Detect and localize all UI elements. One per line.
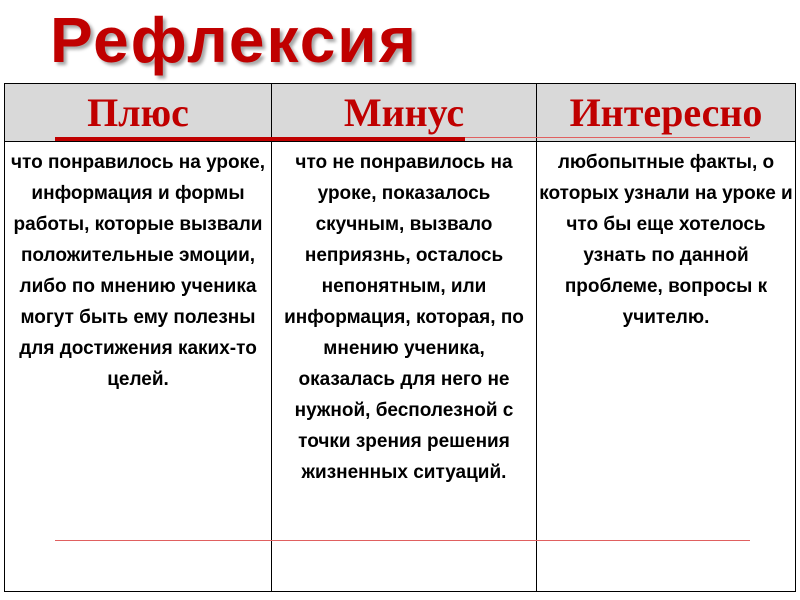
slide-title: Рефлексия — [50, 4, 418, 76]
decorative-thin-line — [465, 137, 750, 138]
header-minus: Минус — [343, 90, 465, 135]
header-plus: Плюс — [87, 90, 189, 135]
cell-plus-text: что понравилось на уроке, информация и формы работы, которые вызвали положительные эмоции, либо по мнению ученика могут быть ему полезны для достижения каких-то целей. — [11, 152, 265, 390]
cell-minus-text: что не понравилось на уроке, показалось скучным, вызвало неприязнь, осталось непонятным, или информация, которая, по мнению ученика, оказалась для него не нужной, бесполезной с точки зрения решения жизненных ситуаций. — [284, 152, 524, 483]
cell-interesting-text: любопытные факты, о которых узнали на уроке и что бы еще хотелось узнать по данной проблеме, вопросы к учителю. — [539, 152, 793, 328]
reflection-table — [4, 83, 796, 592]
header-interesting: Интересно — [569, 90, 763, 135]
decorative-thick-line — [55, 137, 465, 141]
table-header-row — [5, 84, 795, 142]
decorative-bottom-line — [55, 540, 750, 541]
